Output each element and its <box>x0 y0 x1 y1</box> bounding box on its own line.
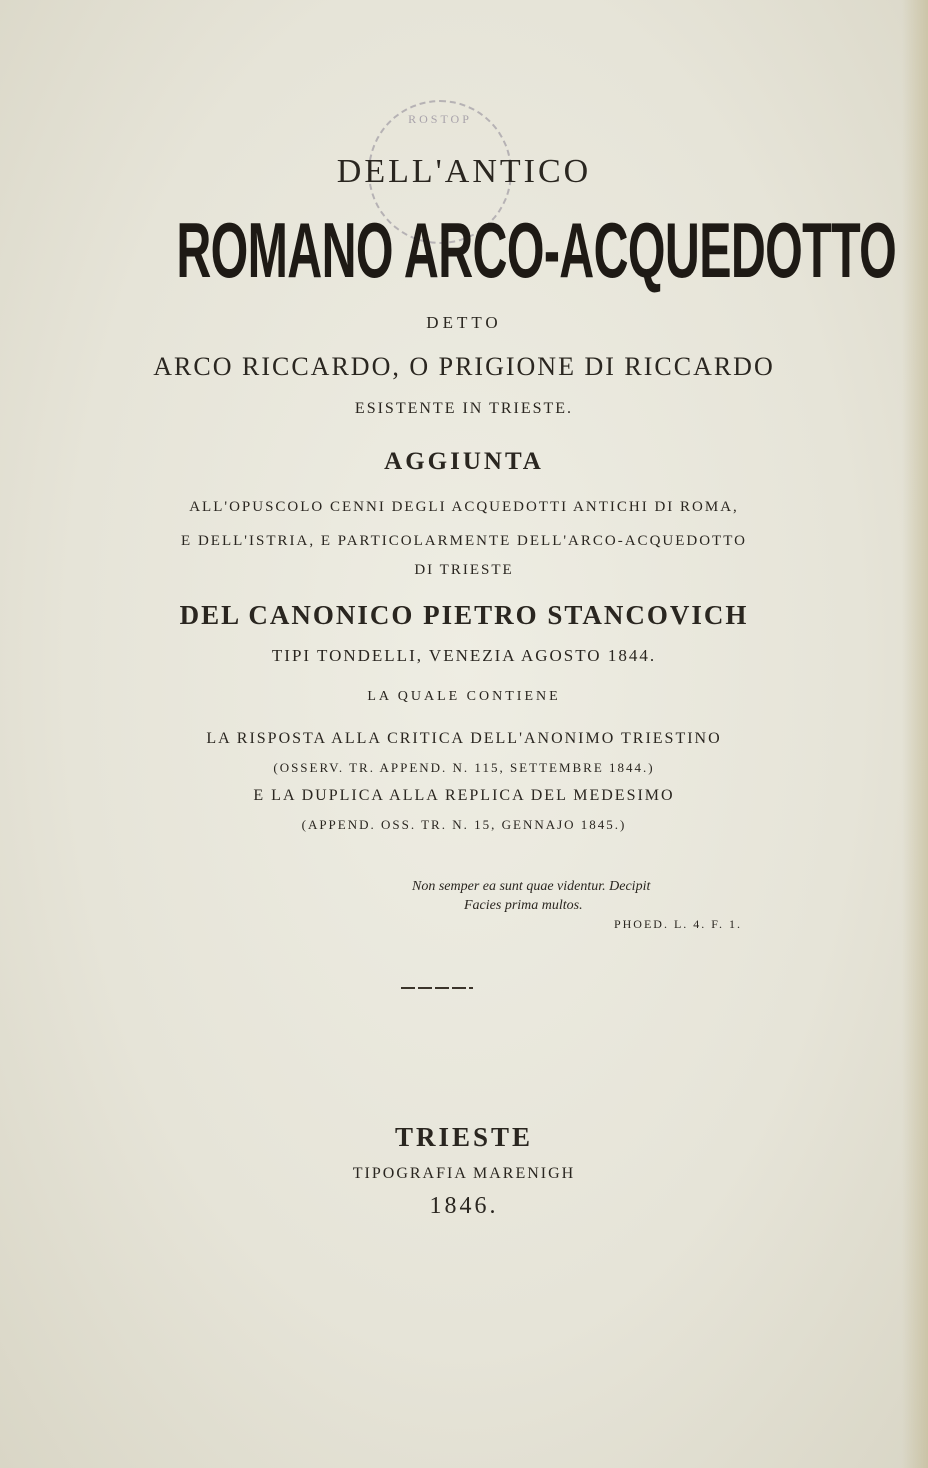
contents-oss-1: (OSSERV. TR. APPEND. N. 115, SETTEMBRE 1844.) <box>273 760 655 775</box>
epigraph <box>400 877 760 934</box>
contents-oss-2: (APPEND. OSS. TR. N. 15, GENNAJO 1845.) <box>301 817 627 832</box>
author-name: DEL CANONICO PIETRO STANCOVICH <box>179 600 749 630</box>
publication-year: 1846. <box>429 1193 499 1219</box>
aggiunta-line-1: ALL'OPUSCOLO CENNI DEGLI ACQUEDOTTI ANTICHI DI ROMA, <box>189 499 739 515</box>
contents-duplica: E LA DUPLICA ALLA REPLICA DEL MEDESIMO <box>253 787 675 804</box>
title-line-2: ROMANO ARCO-ACQUEDOTTO <box>176 206 897 294</box>
publisher-city: TRIESTE <box>394 1122 534 1152</box>
aggiunta-line-3: DI TRIESTE <box>414 562 514 578</box>
contents-intro: LA QUALE CONTIENE <box>367 689 561 704</box>
subtitle-esistente: ESISTENTE IN TRIESTE. <box>354 400 574 417</box>
page-edge-shadow <box>902 0 928 1468</box>
subtitle-arco: ARCO RICCARDO, O PRIGIONE DI RICCARDO <box>153 352 775 381</box>
contents-risposta: LA RISPOSTA ALLA CRITICA DELL'ANONIMO TRIESTINO <box>206 730 722 747</box>
author-imprint: TIPI TONDELLI, VENEZIA AGOSTO 1844. <box>271 646 657 665</box>
stamp-text: ROSTOP <box>408 112 472 126</box>
title-line-1: DELL'ANTICO <box>336 153 592 190</box>
publisher-press: TIPOGRAFIA MARENIGH <box>352 1165 576 1182</box>
aggiunta-line-2: E DELL'ISTRIA, E PARTICOLARMENTE DELL'ARCO-ACQUEDOTTO <box>181 533 747 549</box>
subtitle-detto: DETTO <box>426 313 502 332</box>
epigraph-source: PHOED. L. 4. F. 1. <box>613 917 742 931</box>
epigraph-line-1: Non semper ea sunt quae videntur. Decipit <box>412 879 651 894</box>
ornamental-rule <box>401 987 473 989</box>
epigraph-line-2: Facies prima multos. <box>464 898 583 913</box>
aggiunta-heading: AGGIUNTA <box>384 448 544 475</box>
